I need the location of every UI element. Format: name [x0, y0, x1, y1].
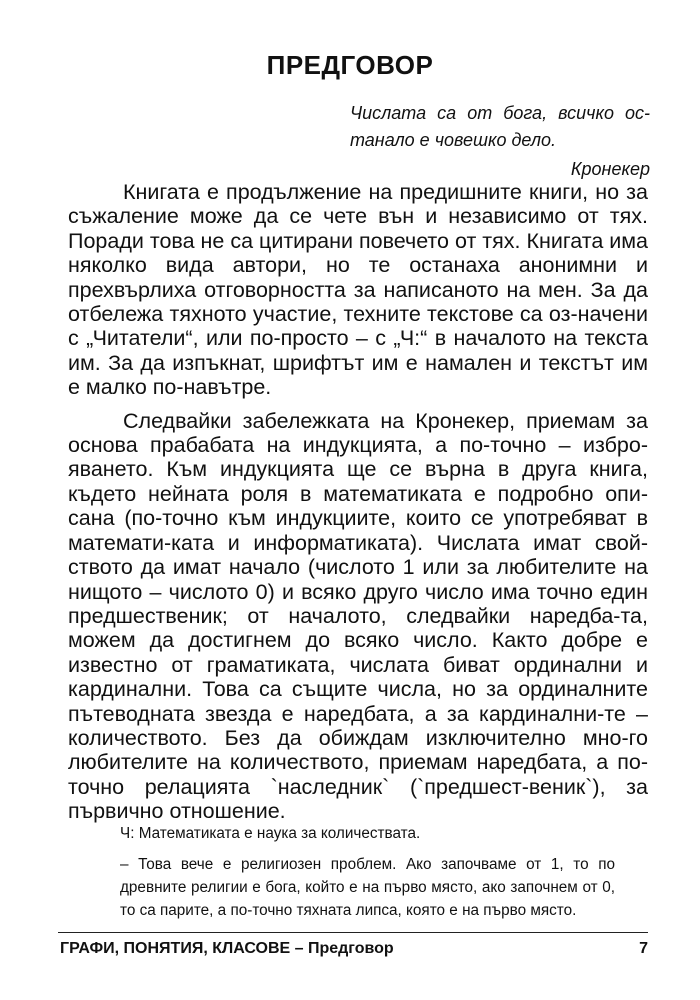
body-paragraph: Книгата е продължение на предишните книги, но за съжаление може да се чете вън и независимо от тях. Поради това не са цитирани повечето от тях. Книгата има няколко вида автори, но те останаха анонимни и прехвърлиха отговорността за написаното на мен. За да отбележа тяхното участие, техните текстове са оз-начени с „Читатели“, или по-просто – с „Ч:“ в началото на текста им. За да изпъкнат, шрифтът им е намален и текстът им е малко по-навътре.	[68, 180, 649, 400]
epigraph	[350, 100, 650, 183]
running-title: ГРАФИ, ПОНЯТИЯ, КЛАСОВЕ – Предговор	[60, 940, 394, 957]
page-number: 7	[639, 940, 648, 957]
readers-note-line: Ч: Математиката е наука за количествата.	[120, 825, 421, 842]
main-text	[68, 180, 648, 833]
readers-note	[120, 822, 615, 930]
footer-divider	[58, 932, 648, 933]
page-title: ПРЕДГОВОР	[266, 50, 434, 80]
body-paragraph: Следвайки забележката на Кронекер, приемам за основа прабабата на индукцията, а по-точно – избро-яването. Към индукцията ще се върна в друга книга, където нейната роля в математиката е подробно опи-сана (по-точно към индукциите, които се употребяват в математи-ката и информатиката). Числата имат свой-ството да имат начало (числото 1 или за любителите на нищото – числото 0) и всяко друго число има точно един предшественик; от началото, следвайки наредба-та, можем да достигнем до всяко число. Както добре е известно от граматиката, числата биват ординални и кардинални. Това са същите числа, но за ординалните пътеводната звезда е наредбата, а за кардинални-те – количеството. Без да обиждам изключително мно-го любителите на количеството, приемам наредбата, а по-точно релацията `наследник` (`предшест-веник`), за първично отношение.	[68, 408, 648, 824]
readers-note-line: – Това вече е религиозен проблем. Ако започваме от 1, то по древните религии е бога, който е на първо място, ако започнем от 0, то са парите, а по-точно тяхната липса, която е на първо място.	[120, 856, 615, 919]
epigraph-quote: Числата са от бога, всичко ос-танало е човешко дело.	[350, 103, 650, 150]
epigraph-author: Кронекер	[570, 159, 650, 179]
